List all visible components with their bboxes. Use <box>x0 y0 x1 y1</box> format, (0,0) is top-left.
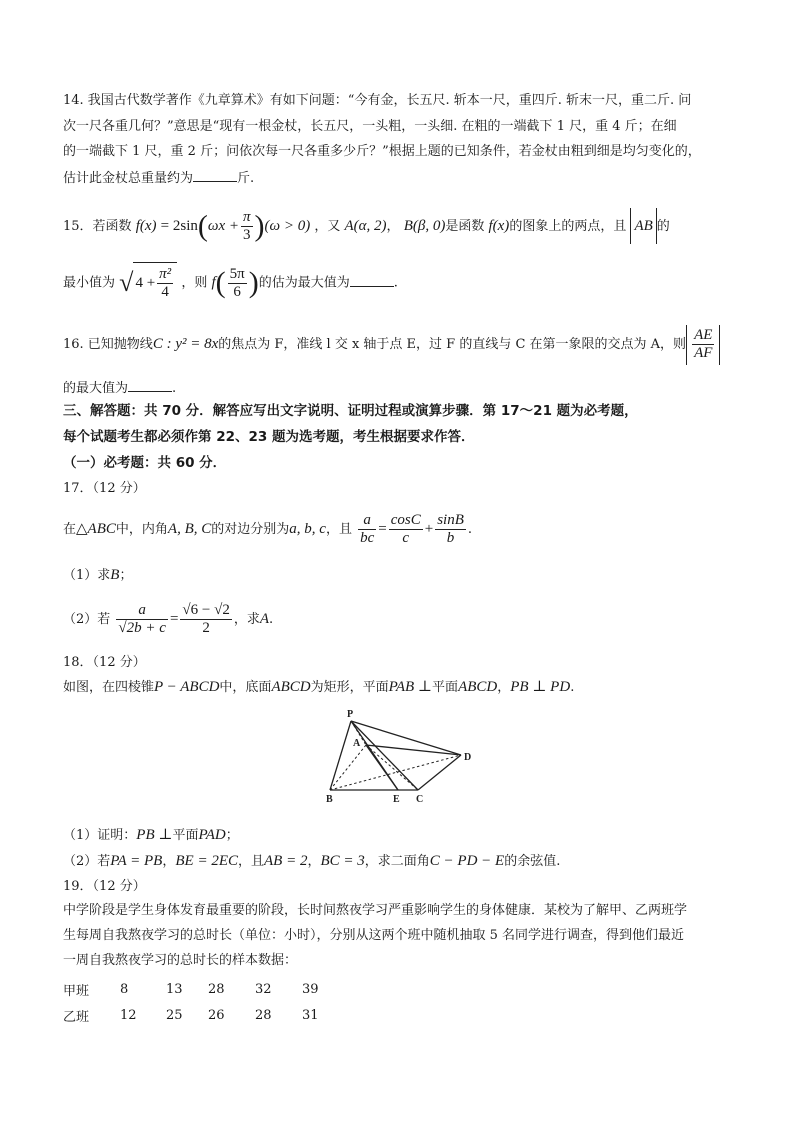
q15-mid3: 是函数 <box>445 219 485 234</box>
num: √6 − √2 <box>182 602 230 618</box>
cell: 28 <box>208 981 225 997</box>
cell: 8 <box>120 981 129 997</box>
edge-PB <box>330 721 351 790</box>
dot: . <box>467 522 473 537</box>
num: π² <box>159 266 172 282</box>
q18-part2 <box>63 852 560 871</box>
5pi-over-6 <box>228 266 247 301</box>
q15-line2 <box>63 262 398 306</box>
math-PB-perp: PB ⊥ <box>136 827 173 843</box>
sqrt-sign: √ <box>119 268 134 297</box>
q16-line2 <box>63 378 176 398</box>
q17-sides-label: 的对边分别为 <box>211 522 290 537</box>
q15-ask: 的估为最大值为 <box>258 275 350 291</box>
q17-in: 在 <box>63 522 77 537</box>
label-D: D <box>464 752 472 763</box>
num: a <box>358 512 376 530</box>
den: c <box>402 530 410 546</box>
label-B: B <box>326 794 333 804</box>
plus: + <box>424 521 434 537</box>
q17-part2-ask: ，求 <box>233 612 260 627</box>
edge-AC <box>366 745 418 790</box>
q18-text-f: . <box>570 680 575 695</box>
q15-mid4: 的图象上的两点，且 <box>509 219 627 234</box>
answer-blank <box>128 378 172 392</box>
q18-text-c: 为矩形，平面 <box>310 680 389 695</box>
q19-line1: 中学阶段是学生身体发育最重要的阶段，长时间熬夜学习严重影响学生的身体健康．某校为了解甲、乙两班学 <box>63 903 688 918</box>
pi2-over-4 <box>157 266 173 301</box>
paren-open: ( <box>215 266 226 299</box>
row-label: 甲班 <box>63 983 90 999</box>
math-2sin: = 2sin <box>160 218 198 234</box>
sep: ， <box>162 854 176 869</box>
math-omega-cond: (ω > 0) <box>264 218 311 234</box>
q17-and: ，且 <box>325 522 352 537</box>
math-triangle-ABC: △ABC <box>76 521 116 537</box>
q16-end: . <box>172 381 177 396</box>
cell: 12 <box>120 1007 137 1023</box>
q18-text-a: 如图，在四棱锥 <box>63 680 155 695</box>
cell: 25 <box>166 1007 183 1023</box>
q18-text-d: 平面 <box>432 680 459 695</box>
answer-blank <box>350 273 394 287</box>
cell: 32 <box>255 981 272 997</box>
q15-mid2: ， <box>386 219 400 234</box>
section-subtitle: （一）必考题：共 60 分． <box>63 455 227 471</box>
q18-and: ，且 <box>238 854 265 869</box>
math-BE-eq-2EC: BE = 2EC <box>175 853 238 869</box>
edge-BD <box>330 755 461 790</box>
den: AF <box>694 344 713 361</box>
q17-header: 17．（12 分） <box>63 481 146 496</box>
q19-header: 19．（12 分） <box>63 879 146 894</box>
q18-text-b: 中，底面 <box>219 680 272 695</box>
q19-line2: 生每周自我熬夜学习的总时长（单位：小时），分别从这两个班中随机抽取 5 名同学进行调查，得到他们最近 <box>63 928 685 943</box>
section-title-1: 三、解答题：共 70 分．解答应写出文字说明、证明过程或演算步骤．第 17～21 题为必考题， <box>63 403 638 419</box>
q19-data-table <box>63 976 342 1028</box>
math-base: ABCD <box>271 679 311 695</box>
q18-part2-label: （2）若 <box>63 854 111 869</box>
q18-part2-end: 的余弦值. <box>504 854 561 869</box>
num: cosC <box>390 512 421 528</box>
num: sinB <box>437 512 464 528</box>
q18-header: 18．（12 分） <box>63 655 146 670</box>
section-title-2: 每个试题考生都必须作第 22、23 题为选考题，考生根据要求作答． <box>63 429 475 445</box>
cosC-over-c <box>389 512 423 547</box>
q17-intro <box>63 510 472 550</box>
AE-over-AF <box>692 327 714 362</box>
math-f: f <box>211 274 216 291</box>
a-over-bc <box>358 512 376 547</box>
math-dihedral: C − PD − E <box>429 853 505 869</box>
math-AB-2: AB = 2 <box>264 853 308 869</box>
math-4-plus: 4 + <box>135 275 156 291</box>
math-plane-ABCD: ABCD <box>458 679 498 695</box>
abs-AE-AF <box>686 325 720 365</box>
q18-part1-end: ； <box>225 828 239 843</box>
pyramid-figure <box>318 708 528 804</box>
q15-line1 <box>63 208 670 248</box>
q15-end: . <box>393 275 398 291</box>
q16-ask: 的最大值为 <box>63 381 129 396</box>
q14-unit: 斤. <box>237 171 255 186</box>
num: 5π <box>229 265 245 282</box>
q18-part1 <box>63 826 239 845</box>
math-sides: a, b, c <box>289 521 326 537</box>
math-plane-PAB: PAB ⊥ <box>388 679 433 695</box>
math-pyramid: P − ABCD <box>154 679 220 695</box>
den: 4 <box>161 284 169 300</box>
q18-ask: ，求二面角 <box>364 854 430 869</box>
q16-prefix: 16. 已知抛物线 <box>63 337 153 352</box>
q18-text-e: ， <box>497 680 511 695</box>
q15-then: ，则 <box>181 275 208 291</box>
edge-AE <box>366 745 398 790</box>
table-row <box>63 976 342 1002</box>
label-A: A <box>353 738 361 749</box>
den: 6 <box>233 283 241 300</box>
q14-line2: 次一尺各重几何？”意思是“现有一根金杖，长五尺，一头粗，一头细. 在粗的一端截下 1 尺，重 4 斤；在细 <box>63 119 677 134</box>
q18-plane: 平面 <box>172 828 199 843</box>
math-BC-3: BC = 3 <box>320 853 365 869</box>
paren-close: ) <box>254 209 265 243</box>
math-fx: f(x) <box>135 218 157 234</box>
q14-line4 <box>63 168 254 188</box>
den: 3 <box>243 227 251 243</box>
q14-text: 估计此金杖总重量约为 <box>63 171 194 186</box>
a-over-sqrt2b-c <box>116 602 168 637</box>
q18-part1-label: （1）证明： <box>63 828 137 843</box>
q15-mid1: ，又 <box>314 219 341 234</box>
label-E: E <box>393 794 400 804</box>
q17-part2-label: （2）若 <box>63 612 111 627</box>
answer-blank <box>193 168 237 182</box>
q15-prefix: 15．若函数 <box>63 219 132 234</box>
math-fx-2: f(x) <box>488 218 510 234</box>
eq: = <box>169 611 179 627</box>
eq: = <box>378 521 387 537</box>
q18-intro <box>63 678 574 697</box>
math-PB-perp-PD: PB ⊥ PD <box>510 679 571 695</box>
cell: 31 <box>302 1007 319 1023</box>
num: AE <box>694 326 713 343</box>
cell: 28 <box>255 1007 272 1023</box>
cell: 26 <box>208 1007 225 1023</box>
sqrt-body <box>133 262 177 304</box>
q16-text: 的焦点为 F，准线 l 交 x 轴于点 E，过 F 的直线与 C 在第一象限的交点为 A，则 <box>218 337 687 352</box>
sep: ， <box>307 854 321 869</box>
math-B: B <box>110 567 120 583</box>
num: π <box>243 209 251 225</box>
math-angles: A, B, C <box>167 521 212 537</box>
math-A: A <box>259 611 270 627</box>
sinB-over-b <box>435 512 466 547</box>
paren-open: ( <box>197 209 208 243</box>
pi-over-3 <box>241 209 253 244</box>
den: bc <box>360 530 375 546</box>
math-PAD: PAD <box>198 827 226 843</box>
label-C: C <box>416 794 424 804</box>
q17-part1 <box>63 566 132 585</box>
label-P: P <box>347 709 354 720</box>
q15-min-label: 最小值为 <box>63 275 116 291</box>
q14-line3: 的一端截下 1 尺，重 2 斤；问依次每一尺各重多少斤？”根据上题的已知条件，若金杖由粗到细是均匀变化的， <box>63 144 701 159</box>
paren-close: ) <box>248 266 259 299</box>
q19-line3: 一周自我熬夜学习的总时长的样本数据： <box>63 953 298 968</box>
cell: 13 <box>166 981 183 997</box>
row-label: 乙班 <box>63 1009 90 1025</box>
math-A-point: A(α, 2) <box>344 218 387 234</box>
edge-AB <box>330 745 366 790</box>
q15-end1: 的 <box>656 219 670 234</box>
math-B-point: B(β, 0) <box>403 218 446 234</box>
math-parabola: C : y² = 8x <box>152 336 219 352</box>
num: a <box>116 602 168 620</box>
cell: 39 <box>302 981 319 997</box>
q17-part1-end: ； <box>119 568 133 583</box>
q17-angles-label: 中，内角 <box>115 522 168 537</box>
q17-part1-label: （1）求 <box>63 568 111 583</box>
den: √2b + c <box>118 620 166 636</box>
sqrt6-minus-sqrt2-over-2 <box>180 602 231 637</box>
q16-line1 <box>63 324 720 368</box>
edge-CD <box>418 755 461 790</box>
q17-part2 <box>63 600 273 640</box>
den: 2 <box>202 620 210 636</box>
den: b <box>446 530 455 546</box>
math-omega-x: ωx + <box>207 218 239 234</box>
math-PA-eq-PB: PA = PB <box>110 853 163 869</box>
table-row <box>63 1002 342 1028</box>
q17-part2-end: . <box>269 612 274 627</box>
math-abs-AB: AB <box>630 208 656 244</box>
q14-line1: 14. 我国古代数学著作《九章算术》有如下问题：“今有金，长五尺. 斩本一尺，重四斤. 斩末一尺，重二斤. 问 <box>63 93 692 108</box>
